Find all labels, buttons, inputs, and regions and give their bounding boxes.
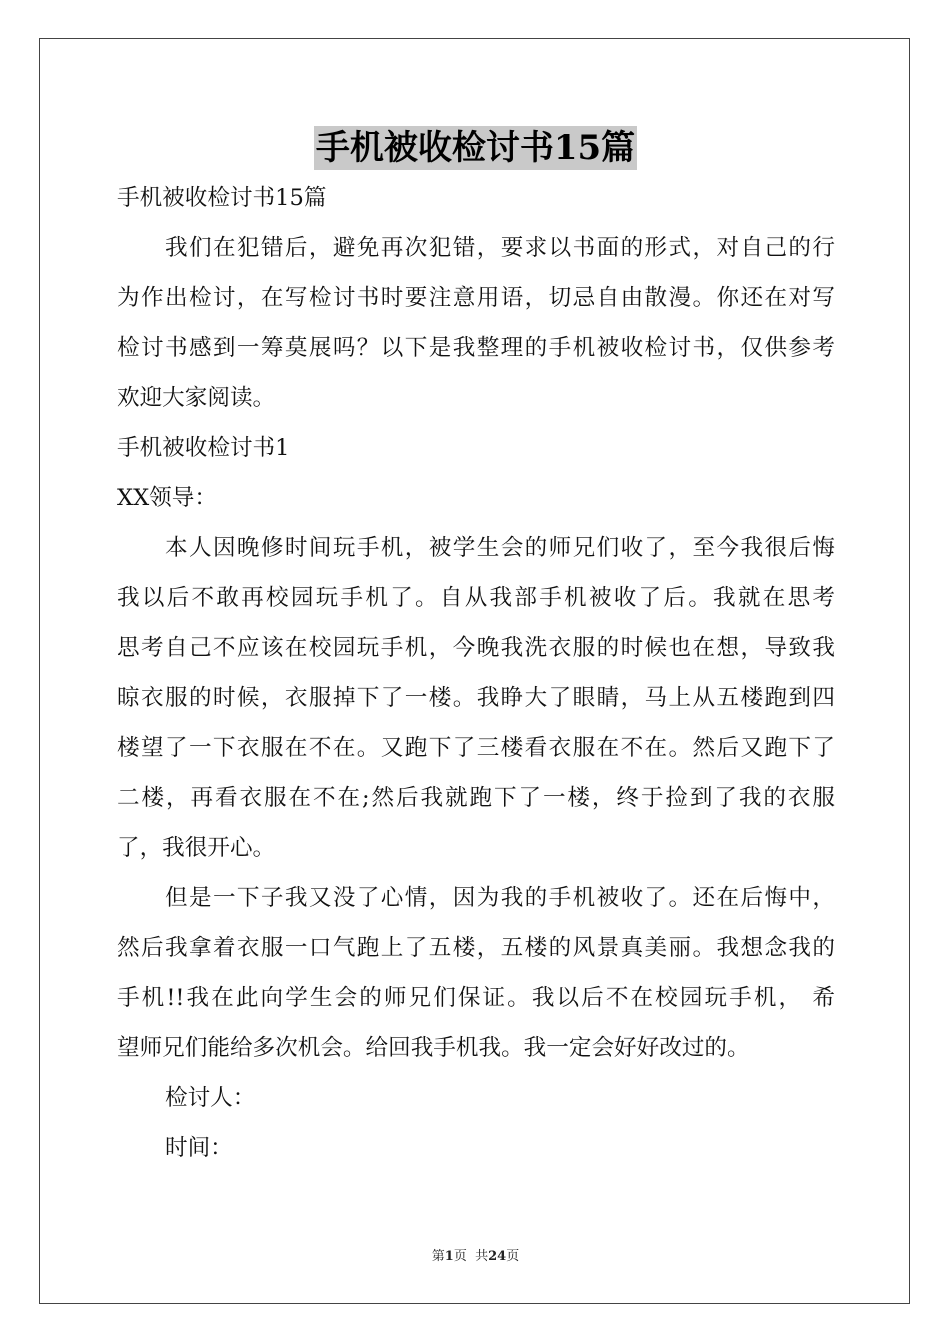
signer-label: 检讨人：: [165, 1085, 256, 1111]
document-subtitle: 手机被收检讨书15篇: [117, 185, 327, 211]
intro-line: 我们在犯错后，避免再次犯错，要求以书面的形式，对自己的行: [165, 235, 835, 261]
footer-total-pages: 24: [488, 1249, 507, 1264]
paragraph-line: 思考自己不应该在校园玩手机，今晚我洗衣服的时候也在想，导致我: [117, 635, 835, 661]
paragraph-line: 晾衣服的时候，衣服掉下了一楼。我睁大了眼睛，马上从五楼跑到四: [117, 685, 835, 711]
document-title: 手机被收检讨书15篇: [315, 128, 636, 168]
paragraph-line: 然后我拿着衣服一口气跑上了五楼，五楼的风景真美丽。我想念我的: [117, 935, 835, 961]
paragraph-line: 手机!!我在此向学生会的师兄们保证。我以后不在校园玩手机， 希: [117, 985, 835, 1011]
footer-page-number: 1: [444, 1249, 454, 1264]
paragraph-line: 本人因晚修时间玩手机，被学生会的师兄们收了，至今我很后悔: [165, 535, 835, 561]
paragraph-line: 但是一下子我又没了心情，因为我的手机被收了。还在后悔中，: [165, 885, 835, 911]
paragraph-line: 二楼，再看衣服在不在;然后我就跑下了一楼，终于捡到了我的衣服: [117, 785, 835, 811]
paragraph-line: 望师兄们能给多次机会。给回我手机我。我一定会好好改过的。: [117, 1035, 750, 1061]
title-container: [40, 126, 911, 170]
paragraph-line: 楼望了一下衣服在不在。又跑下了三楼看衣服在不在。然后又跑下了: [117, 735, 835, 761]
paragraph-line: 我以后不敢再校园玩手机了。自从我部手机被收了后。我就在思考: [117, 585, 835, 611]
section-heading: 手机被收检讨书1: [117, 435, 290, 461]
salutation: XX领导：: [117, 485, 217, 511]
footer-prefix: 第: [431, 1249, 445, 1264]
paragraph-line: 了，我很开心。: [117, 835, 276, 861]
intro-line: 为作出检讨，在写检讨书时要注意用语，切忌自由散漫。你还在对写: [117, 285, 835, 311]
footer-suffix: 页: [506, 1249, 520, 1264]
intro-line: 欢迎大家阅读。: [117, 385, 276, 411]
document-body: [117, 173, 835, 1173]
date-label: 时间：: [165, 1135, 233, 1161]
footer-mid: 页 共: [453, 1249, 489, 1264]
intro-line: 检讨书感到一筹莫展吗？以下是我整理的手机被收检讨书，仅供参考: [117, 335, 835, 361]
page-footer: [40, 1245, 911, 1264]
document-page: [39, 38, 910, 1304]
